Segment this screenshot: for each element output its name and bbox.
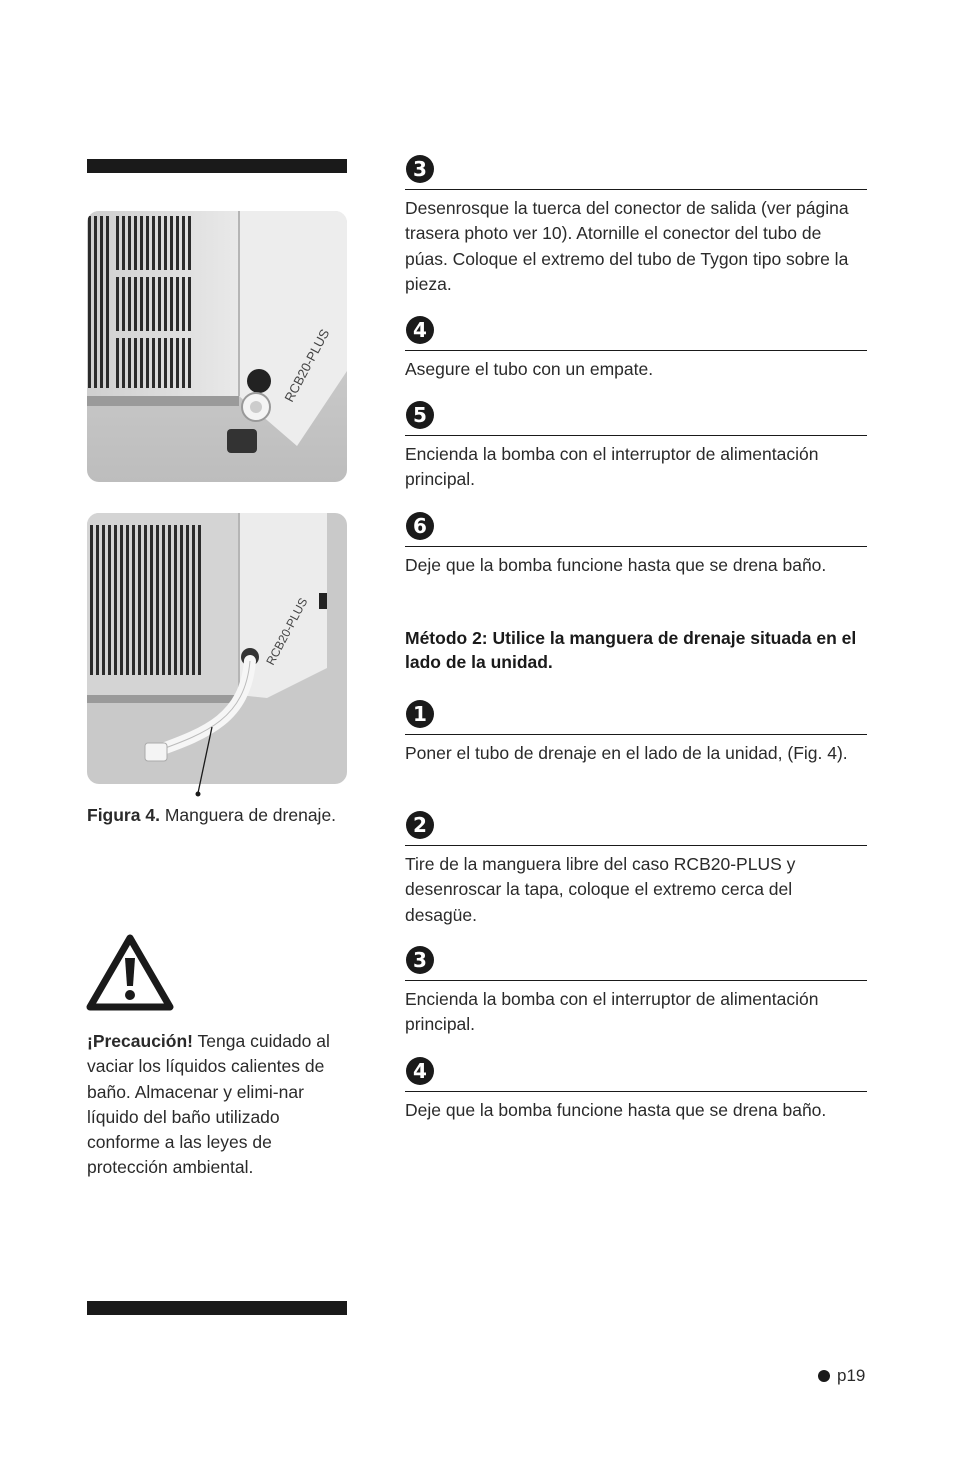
bullet-icon bbox=[818, 1370, 830, 1382]
step-number-icon: 4 bbox=[406, 1057, 434, 1085]
step-number-icon: 5 bbox=[406, 401, 434, 429]
step-number-icon: 2 bbox=[406, 811, 434, 839]
step-text: Poner el tubo de drenaje en el lado de la unidad, (Fig. 4). bbox=[405, 743, 848, 763]
step-b-3 bbox=[405, 946, 867, 1038]
photo-rear-outlet bbox=[87, 211, 347, 482]
caution-label: ¡Precaución! bbox=[87, 1031, 193, 1051]
step-number-icon: 6 bbox=[406, 512, 434, 540]
figure-caption-text: Manguera de drenaje. bbox=[164, 805, 337, 825]
warning-triangle-icon bbox=[86, 934, 174, 1012]
step-divider bbox=[405, 350, 867, 351]
step-text: Tire de la manguera libre del caso RCB20-PLUS y desenroscar la tapa, coloque el extremo cerca del desagüe. bbox=[405, 854, 796, 925]
page-number-text: p19 bbox=[837, 1366, 866, 1385]
caution-text: Tenga cuidado al vaciar los líquidos calientes de baño. Almacenar y elimi-nar líquido del baño utilizado conforme a las leyes de protección ambiental. bbox=[87, 1031, 330, 1178]
step-b-1 bbox=[405, 700, 867, 766]
step-number-icon: 4 bbox=[406, 316, 434, 344]
step-divider bbox=[405, 1091, 867, 1092]
figure-caption bbox=[87, 803, 347, 828]
step-divider bbox=[405, 435, 867, 436]
photo2-model-label: RCB20-PLUS bbox=[263, 595, 311, 668]
step-divider bbox=[405, 546, 867, 547]
step-text: Encienda la bomba con el interruptor de alimentación principal. bbox=[405, 444, 819, 490]
caption-leader-line bbox=[190, 725, 220, 800]
step-b-4 bbox=[405, 1057, 867, 1123]
step-text: Deje que la bomba funcione hasta que se drena baño. bbox=[405, 555, 827, 575]
figure-caption-label: Figura 4. bbox=[87, 805, 160, 825]
top-rule-bar bbox=[87, 159, 347, 173]
step-a-5 bbox=[405, 401, 867, 493]
step-b-2 bbox=[405, 811, 867, 928]
step-number-icon: 3 bbox=[406, 946, 434, 974]
step-a-4 bbox=[405, 316, 867, 382]
step-text: Encienda la bomba con el interruptor de alimentación principal. bbox=[405, 989, 819, 1035]
step-divider bbox=[405, 189, 867, 190]
step-divider bbox=[405, 734, 867, 735]
step-text: Deje que la bomba funcione hasta que se drena baño. bbox=[405, 1100, 827, 1120]
step-divider bbox=[405, 845, 867, 846]
page-number bbox=[818, 1366, 865, 1386]
step-text: Asegure el tubo con un empate. bbox=[405, 359, 654, 379]
step-a-6 bbox=[405, 512, 867, 578]
step-number-icon: 1 bbox=[406, 700, 434, 728]
bottom-rule-bar bbox=[87, 1301, 347, 1315]
photo1-model-label: RCB20-PLUS bbox=[281, 326, 333, 405]
method-2-heading: Método 2: Utilice la manguera de drenaje situada en el lado de la unidad. bbox=[405, 628, 857, 672]
caution-note bbox=[87, 1029, 349, 1181]
step-text: Desenrosque la tuerca del conector de salida (ver página trasera photo ver 10). Atornille el conector del tubo de púas. Coloque el extremo del tubo de Tygon tipo sobre la pieza. bbox=[405, 198, 849, 294]
step-a-3 bbox=[405, 155, 867, 297]
step-divider bbox=[405, 980, 867, 981]
step-number-icon: 3 bbox=[406, 155, 434, 183]
